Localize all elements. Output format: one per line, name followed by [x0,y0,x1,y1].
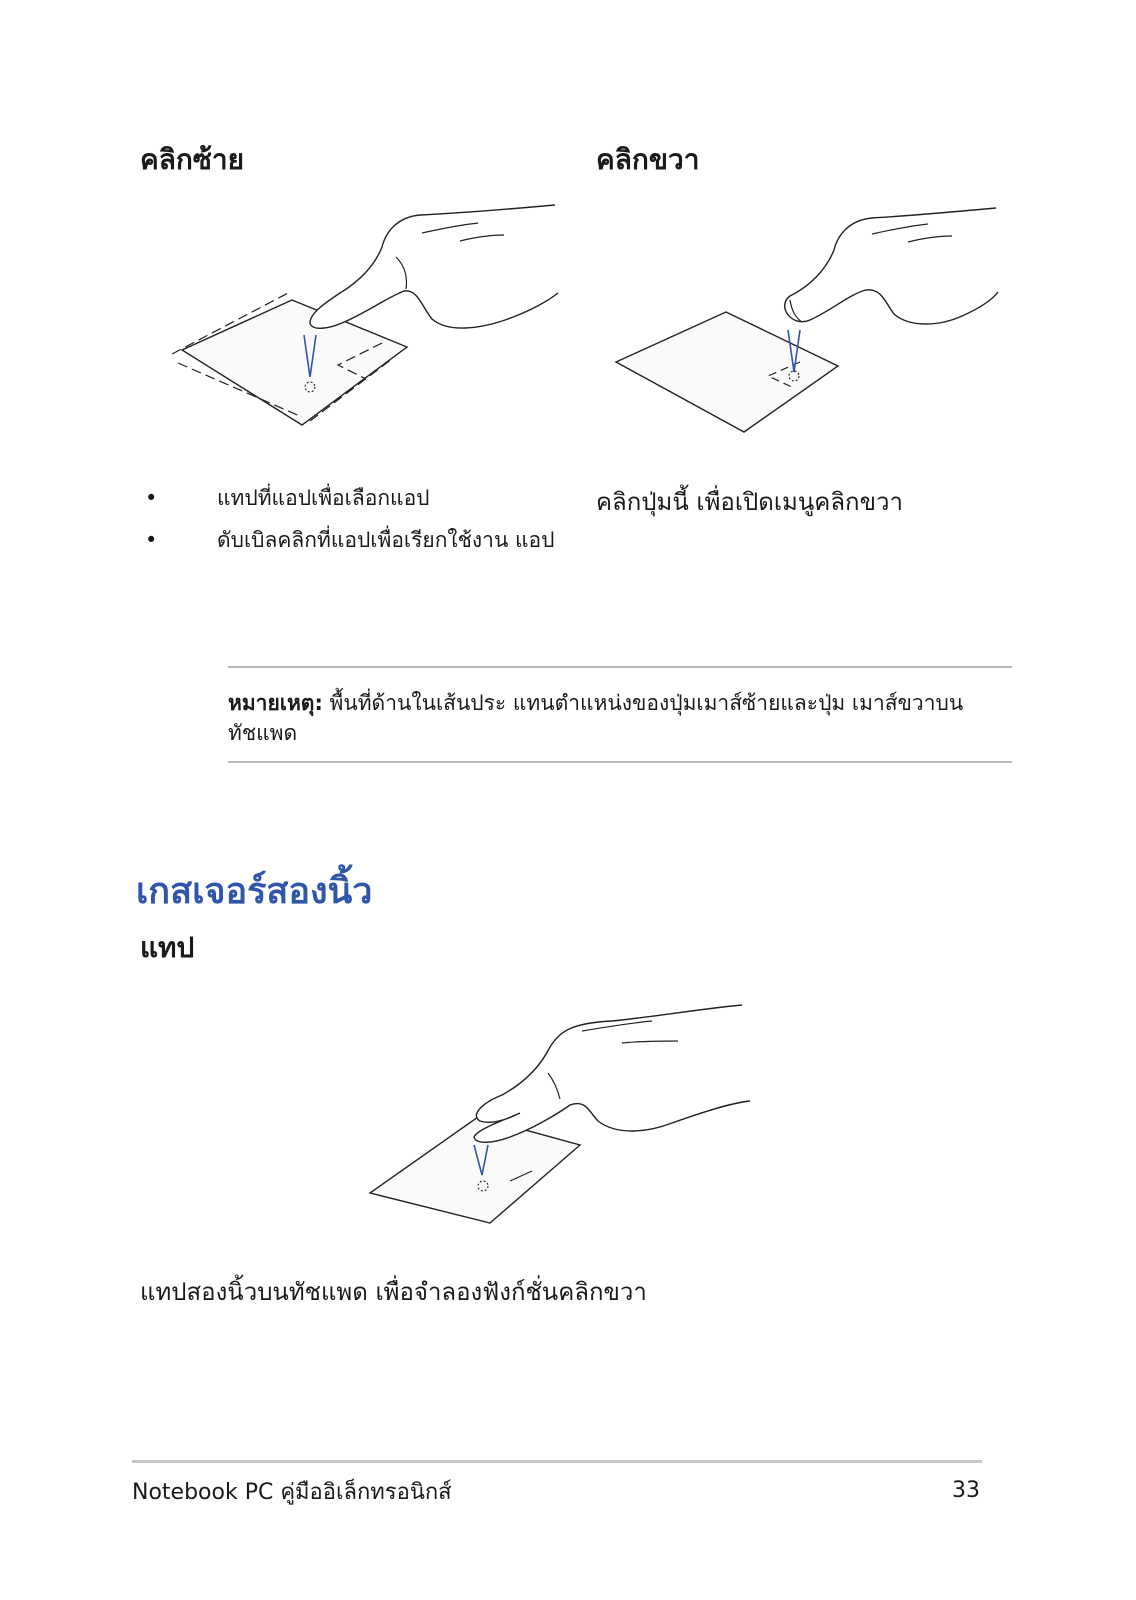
note-text: พื้นที่ด้านในเส้นประ แทนตำแหน่งของปุ่มเมาส์ซ้ายและปุ่ม เมาส์ขวาบนทัชแพด [228,691,964,745]
note-label: หมายเหตุ: [228,691,323,715]
footer-doc-title: Notebook PC คู่มืออิเล็กทรอนิกส์ [132,1480,452,1505]
tap-title: แทป [140,931,195,964]
left-click-bullet-list [145,484,585,568]
left-click-illustration [160,195,580,445]
two-finger-tap-illustration [360,995,760,1235]
bullet-icon: • [145,486,158,510]
right-click-title: คลิกขวา [596,143,700,176]
section-title: เกสเจอร์สองนิ้ว [136,871,373,912]
left-click-title: คลิกซ้าย [140,143,244,176]
list-item: • ดับเบิลคลิกที่แอปเพื่อเรียกใช้งาน แอป [145,528,555,552]
footer-rule [132,1460,982,1463]
note-bottom-rule [228,761,1012,763]
page-number: 33 [952,1478,980,1503]
right-click-illustration [610,200,1010,440]
right-click-description: คลิกปุ่มนี้ เพื่อเปิดเมนูคลิกขวา [596,488,903,516]
list-item: • แทปที่แอปเพื่อเลือกแอป [145,486,430,510]
note [228,688,988,748]
tap-description: แทปสองนิ้วบนทัชแพด เพื่อจำลองฟังก์ชั่นคลิกขวา [140,1278,647,1306]
note-top-rule [228,666,1012,668]
bullet-icon: • [145,528,158,552]
